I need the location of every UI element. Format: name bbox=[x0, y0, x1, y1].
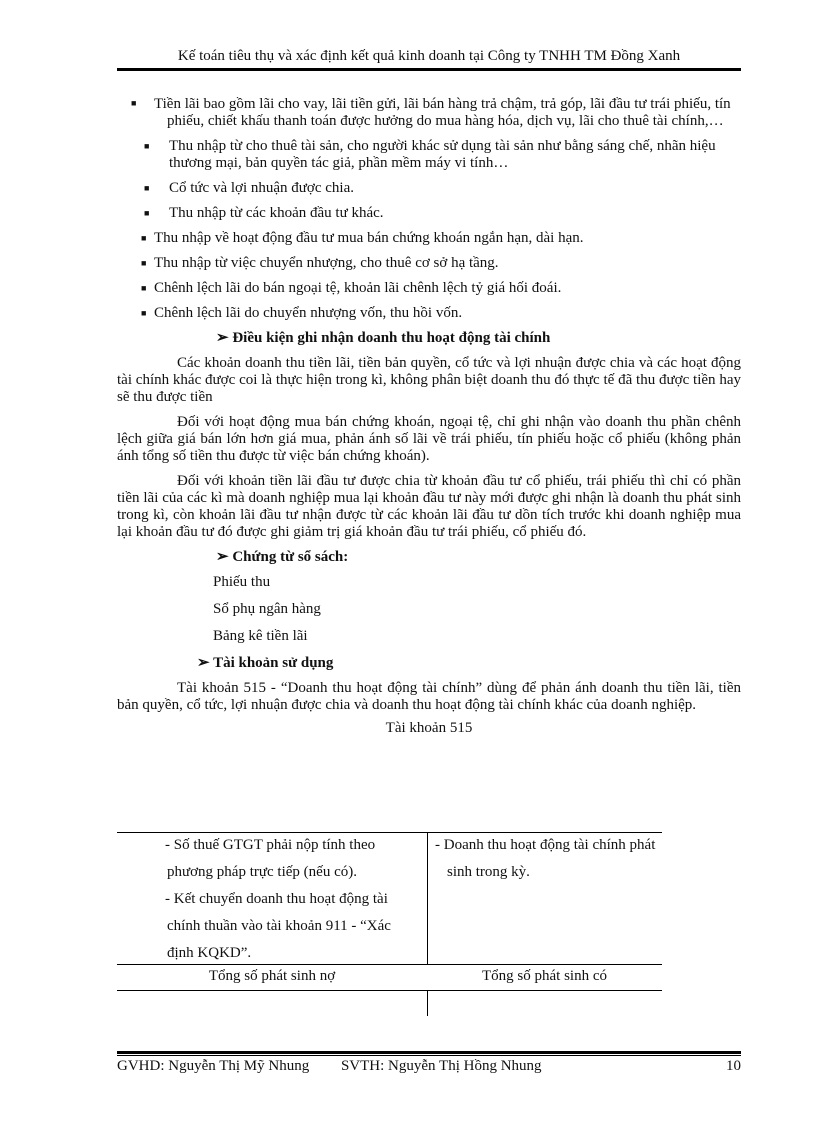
paragraph: Đối với hoạt động mua bán chứng khoán, ngoại tệ, chỉ ghi nhận vào doanh thu phần chênh lệch giữa giá bán lớn hơn giá mua, phản ánh số lãi về trái phiếu, tín phiếu hoặc cổ phiếu (không phản ánh tổng số tiền thu được từ việc bán chứng khoán). bbox=[117, 414, 741, 464]
footer-rule bbox=[117, 1051, 741, 1054]
footer-rule-thin bbox=[117, 1055, 741, 1056]
section-heading-accounts: ➢ Tài khoản sử dụng bbox=[197, 655, 334, 671]
list-item: ■ Chênh lệch lãi do chuyển nhượng vốn, thu hồi vốn. bbox=[141, 305, 463, 321]
running-header: Kế toán tiêu thụ và xác định kết quả kinh doanh tại Công ty TNHH TM Đồng Xanh bbox=[177, 48, 681, 64]
student-name: SVTH: Nguyễn Thị Hồng Nhung bbox=[340, 1058, 542, 1074]
list-item: ■ Thu nhập từ cho thuê tài sản, cho người khác sử dụng tài sản như bằng sáng chế, nhãn hiệu thương mại, bản quyền tác giả, phần mềm máy vi tính… bbox=[144, 138, 716, 171]
arrow-icon: ➢ bbox=[216, 549, 229, 565]
list-item: ■ Tiền lãi bao gồm lãi cho vay, lãi tiền gửi, lãi bán hàng trả chậm, trả góp, lãi đầu tư trái phiếu, tín phiếu, chiết khấu thanh toán được hưởng do mua hàng hóa, dịch vụ, lãi cho thuê tài chính,… bbox=[131, 96, 731, 129]
page-number: 10 bbox=[726, 1058, 741, 1074]
list-item: ■ Cổ tức và lợi nhuận được chia. bbox=[144, 180, 354, 196]
page-body bbox=[117, 96, 741, 741]
t-account-credit-total: Tổng số phát sinh có bbox=[482, 968, 607, 984]
t-account-debit-total: Tổng số phát sinh nợ bbox=[208, 968, 336, 984]
list-item: ■ Chênh lệch lãi do bán ngoại tệ, khoản lãi chênh lệch tỷ giá hối đoái. bbox=[141, 280, 562, 296]
section-heading-documents: ➢ Chứng từ sổ sách: bbox=[216, 549, 349, 565]
list-item: ■ Thu nhập từ việc chuyển nhượng, cho thuê cơ sở hạ tầng. bbox=[141, 255, 499, 271]
t-account-caption: Tài khoản 515 bbox=[385, 720, 473, 736]
header-rule bbox=[117, 68, 741, 71]
t-account-debit: - Số thuế GTGT phải nộp tính theo phương pháp trực tiếp (nếu có). - Kết chuyển doanh thu hoạt động tài chính thuần vào tài khoản 911 - “Xác định KQKD”. bbox=[165, 837, 391, 961]
page-footer bbox=[117, 1058, 741, 1075]
paragraph: Đối với khoản tiền lãi đầu tư được chia từ khoản đầu tư cổ phiếu, trái phiếu thì chỉ có phần tiền lãi của các kì mà doanh nghiệp mua lại khoản đầu tư này mới được ghi nhận là doanh thu phát sinh trong kì, còn khoản lãi đầu tư nhận được từ các khoản lãi đầu tư dồn tích trước khi doanh nghiệp mua lại khoản đầu tư đó được ghi giảm trị giá khoản đầu tư trái phiếu, cổ phiếu đó. bbox=[117, 473, 741, 540]
t-account-credit: - Doanh thu hoạt động tài chính phát sinh trong kỳ. bbox=[435, 837, 656, 880]
arrow-icon: ➢ bbox=[197, 655, 210, 671]
list-item: Phiếu thu bbox=[213, 574, 271, 590]
arrow-icon: ➢ bbox=[216, 330, 229, 346]
list-item: ■ Thu nhập từ các khoản đầu tư khác. bbox=[144, 205, 384, 221]
t-account-divider-lower bbox=[427, 990, 428, 1016]
list-item: Bảng kê tiền lãi bbox=[213, 628, 308, 644]
paragraph: Các khoản doanh thu tiền lãi, tiền bản quyền, cổ tức và lợi nhuận được chia và các hoạt động tài chính khác được coi là thực hiện trong kì, không phân biệt doanh thu đó thực tế đã thu được tiền hay sẽ thu được tiền bbox=[117, 355, 741, 405]
t-account-divider bbox=[427, 832, 428, 964]
list-item: Sổ phụ ngân hàng bbox=[213, 601, 321, 617]
list-item: ■ Thu nhập về hoạt động đầu tư mua bán chứng khoán ngắn hạn, dài hạn. bbox=[141, 230, 584, 246]
t-account-bottom-rule bbox=[117, 990, 662, 991]
advisor-name: GVHD: Nguyễn Thị Mỹ Nhung bbox=[117, 1058, 310, 1074]
paragraph: Tài khoản 515 - “Doanh thu hoạt động tài chính” dùng để phản ánh doanh thu tiền lãi, tiền bản quyền, cổ tức, lợi nhuận được chia và doanh thu hoạt động tài chính khác của doanh nghiệp. bbox=[117, 680, 741, 713]
section-heading-conditions: ➢ Điều kiện ghi nhận doanh thu hoạt động tài chính bbox=[216, 330, 551, 346]
